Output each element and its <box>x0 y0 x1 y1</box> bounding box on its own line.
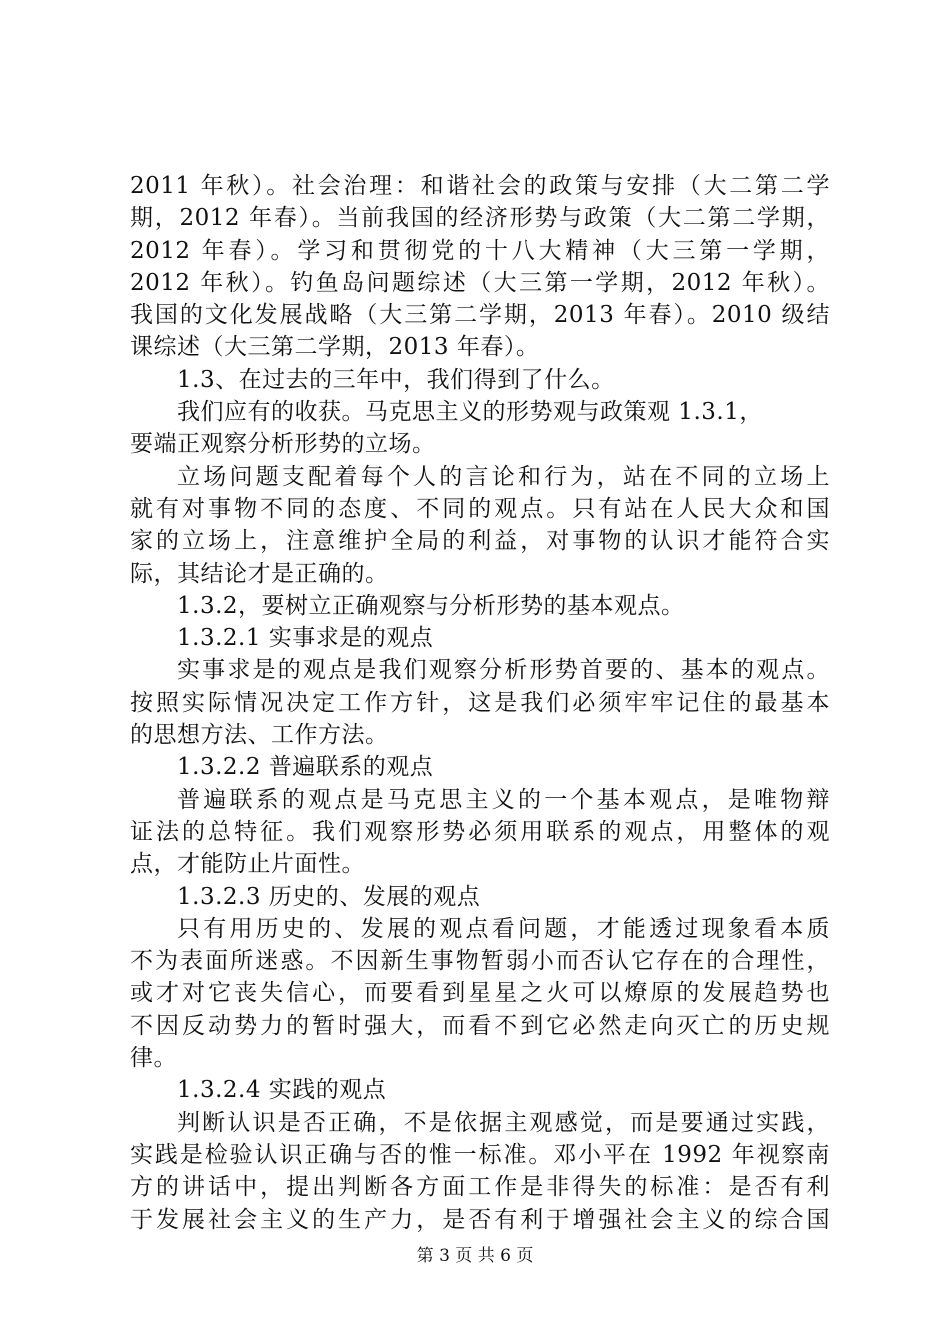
text-line: 的思想方法、工作方法。 <box>130 722 389 749</box>
text-line: 课综述（大三第二学期，2013 年春）。 <box>130 334 540 361</box>
text-line: 证法的总特征。我们观察形势必须用联系的观点，用整体的观 <box>130 818 830 845</box>
text-line: 不为表面所迷惑。不因新生事物暂弱小而否认它存在的合理性， <box>130 948 830 975</box>
text-line: 家的立场上，注意维护全局的利益，对事物的认识才能符合实 <box>130 528 830 555</box>
text-line: 2012 年秋）。钓鱼岛问题综述（大三第一学期，2012 年秋）。 <box>130 269 830 296</box>
text-line: 于发展社会主义的生产力，是否有利于增强社会主义的综合国 <box>130 1206 830 1233</box>
page-footer: 第 3 页 共 6 页 <box>416 1246 534 1266</box>
text-line: 我们应有的收获。马克思主义的形势观与政策观 1.3.1， <box>177 399 763 426</box>
text-line: 只有用历史的、发展的观点看问题，才能透过现象看本质 <box>177 915 830 942</box>
text-line: 际，其结论才是正确的。 <box>130 560 389 587</box>
document-body <box>130 170 830 1236</box>
text-line: 普遍联系的观点是马克思主义的一个基本观点，是唯物辩 <box>177 786 830 813</box>
text-line: 不因反动势力的暂时强大，而看不到它必然走向灭亡的历史规 <box>130 1012 830 1039</box>
text-line: 或才对它丧失信心，而要看到星星之火可以燎原的发展趋势也 <box>130 980 830 1007</box>
text-line: 按照实际情况决定工作方针，这是我们必须牢牢记住的最基本 <box>130 689 830 716</box>
text-line: 方的讲话中，提出判断各方面工作是非得失的标准：是否有利 <box>130 1174 830 1201</box>
text-line: 2012 年春）。学习和贯彻党的十八大精神（大三第一学期， <box>130 237 830 264</box>
text-line: 1.3.2.2 普遍联系的观点 <box>177 754 434 781</box>
text-line: 就有对事物不同的态度、不同的观点。只有站在人民大众和国 <box>130 495 830 522</box>
text-line: 实践是检验认识正确与否的惟一标准。邓小平在 1992 年视察南 <box>130 1141 830 1168</box>
text-line: 实事求是的观点是我们观察分析形势首要的、基本的观点。 <box>177 657 830 684</box>
text-line: 期，2012 年春）。当前我国的经济形势与政策（大二第二学期， <box>130 205 830 232</box>
text-line: 判断认识是否正确，不是依据主观感觉，而是要通过实践， <box>177 1109 830 1136</box>
text-line: 立场问题支配着每个人的言论和行为，站在不同的立场上 <box>177 463 830 490</box>
text-line: 我国的文化发展战略（大三第二学期，2013 年春）。2010 级结 <box>130 302 830 329</box>
text-line: 要端正观察分析形势的立场。 <box>130 431 436 458</box>
text-line: 1.3.2，要树立正确观察与分析形势的基本观点。 <box>177 592 685 619</box>
text-line: 1.3、在过去的三年中，我们得到了什么。 <box>177 366 615 393</box>
text-line: 2011 年秋）。社会治理：和谐社会的政策与安排（大二第二学 <box>130 173 830 199</box>
text-line: 1.3.2.1 实事求是的观点 <box>177 625 434 652</box>
text-line: 律。 <box>130 1045 177 1072</box>
text-line: 点，才能防止片面性。 <box>130 851 365 878</box>
text-line: 1.3.2.4 实践的观点 <box>177 1077 387 1104</box>
text-line: 1.3.2.3 历史的、发展的观点 <box>177 883 481 910</box>
